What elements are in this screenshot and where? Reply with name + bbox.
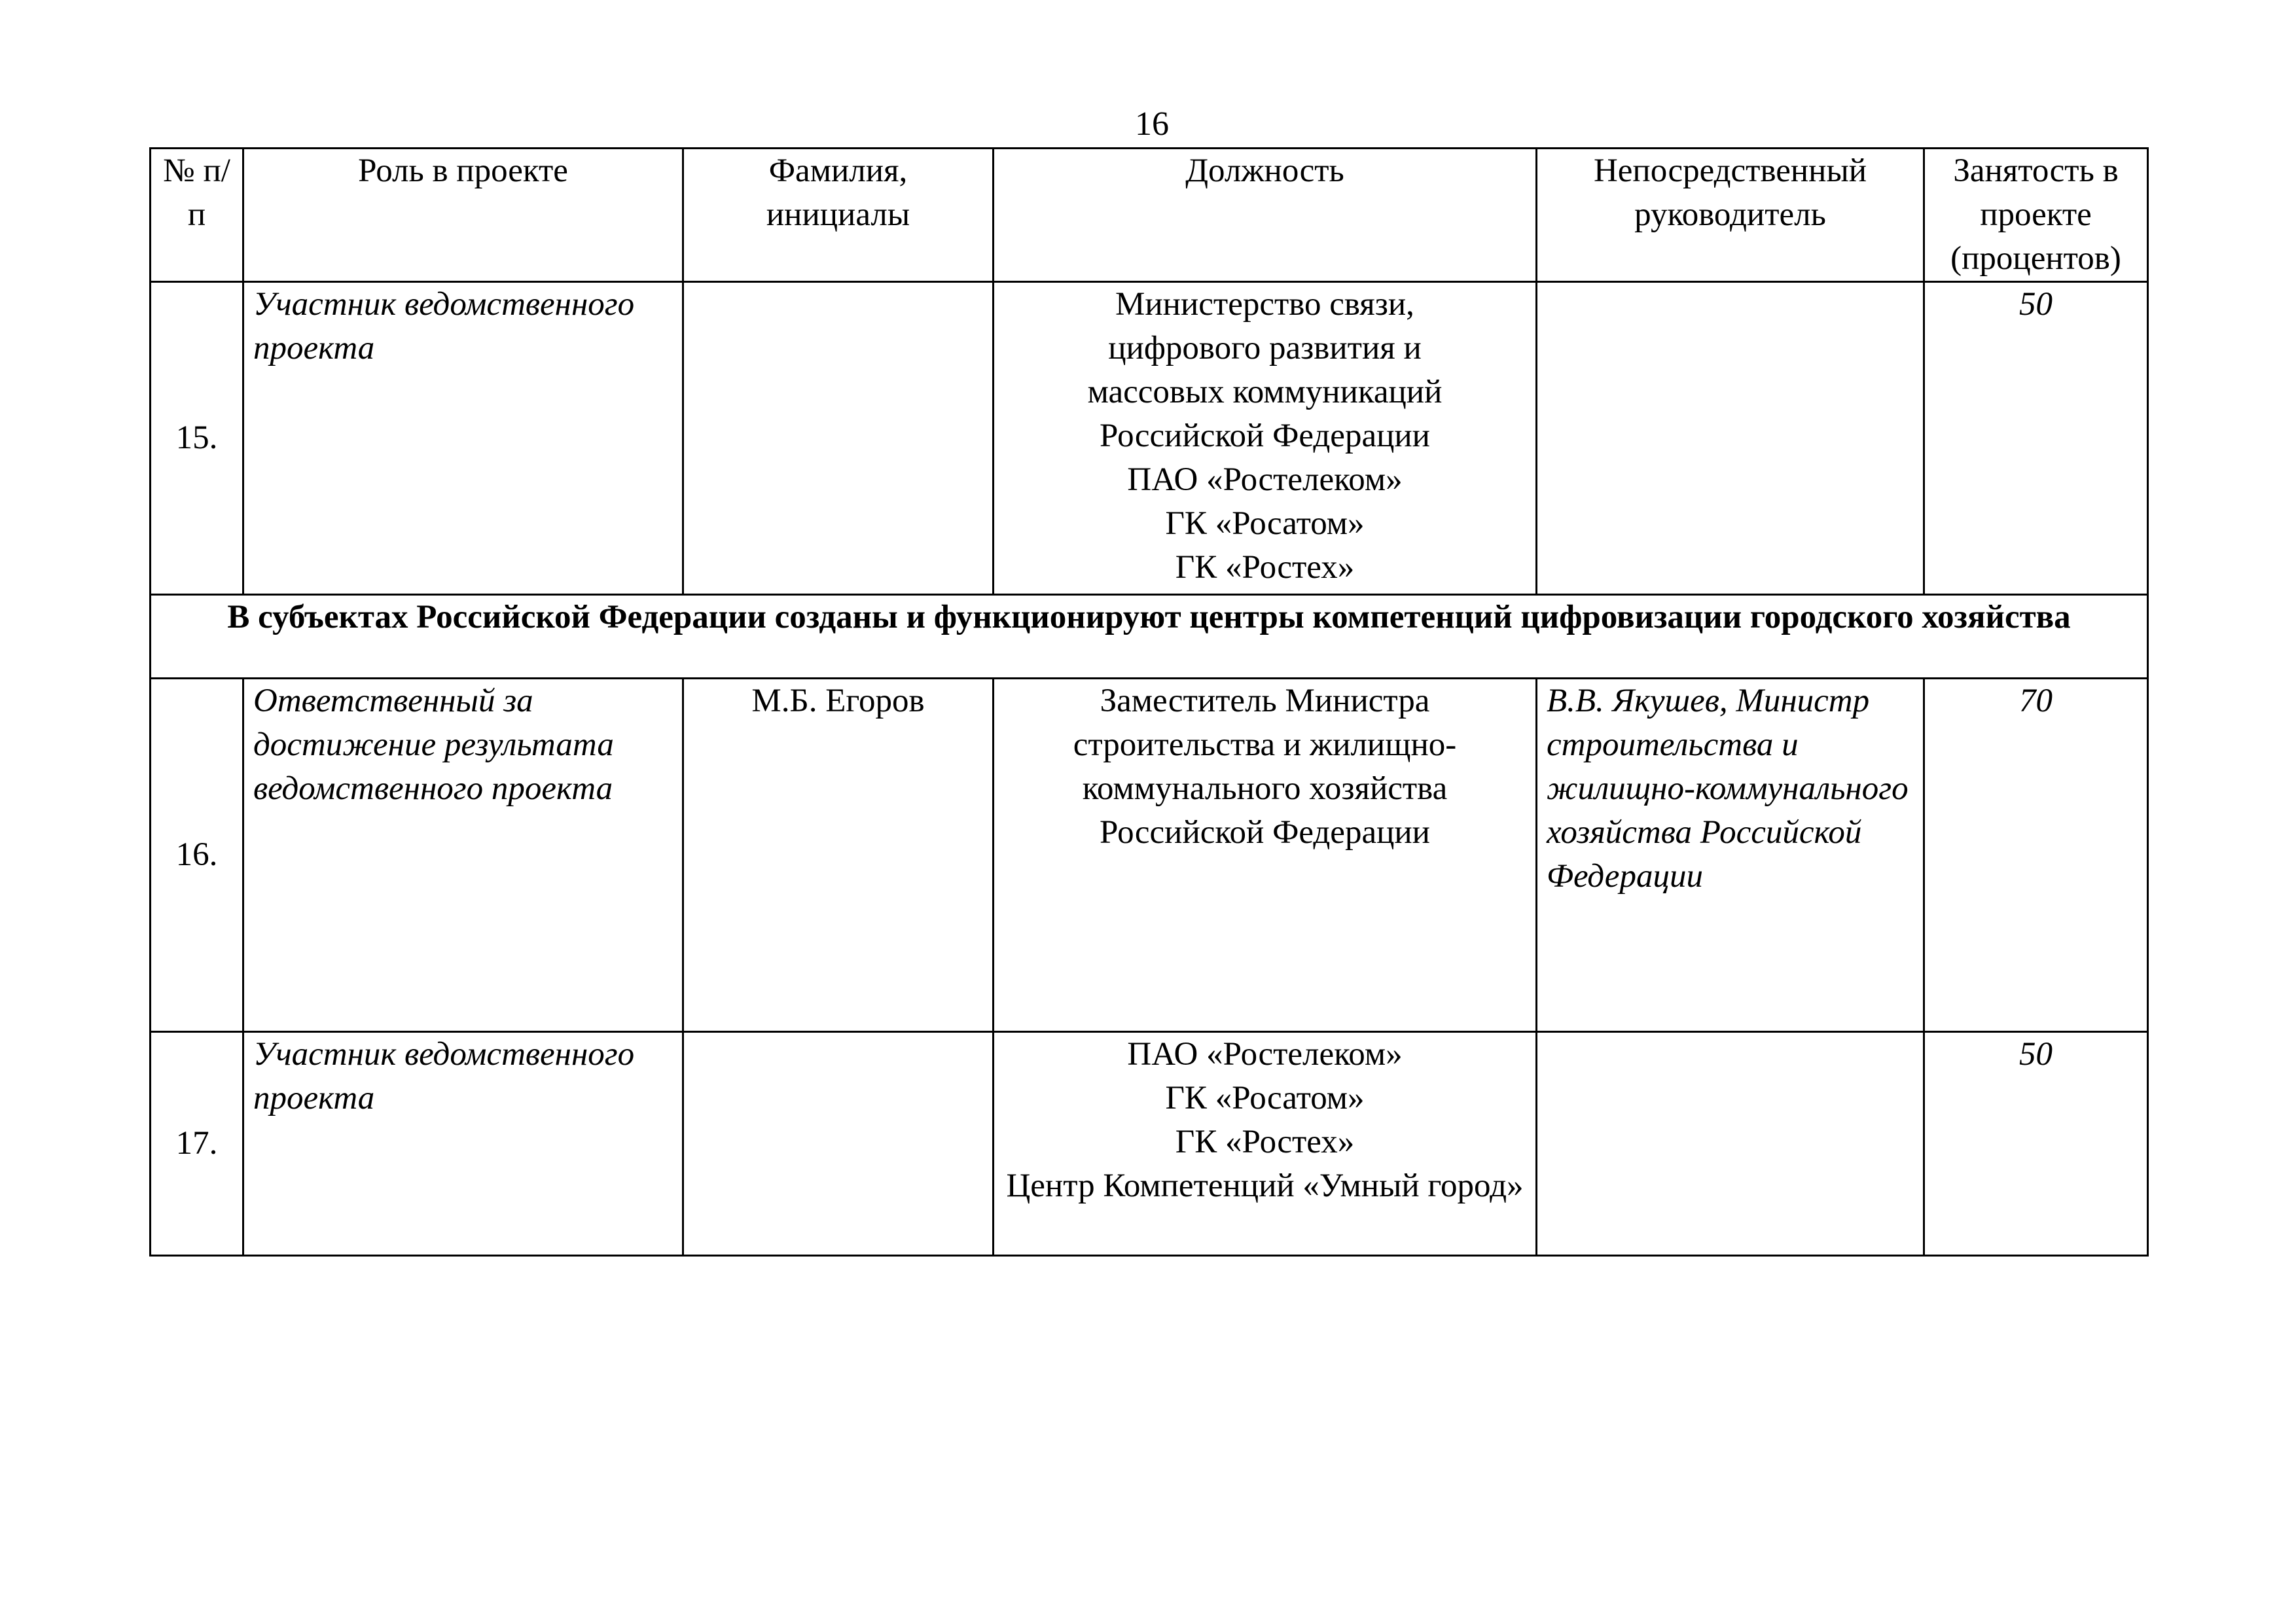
page-number: 16 [1135, 105, 1169, 143]
manager-cell [1537, 282, 1924, 595]
position-line: ГК «Ростех» [1175, 549, 1355, 586]
position-cell: Заместитель Министра строительства и жилищно-коммунального хозяйства Российской Федерации [994, 679, 1537, 1032]
manager-cell: В.В. Якушев, Министр строительства и жилищно-коммунального хозяйства Российской Федерации [1537, 679, 1924, 1032]
position-line: ГК «Ростех» [1175, 1124, 1355, 1160]
table-row [151, 679, 2148, 1032]
section-row [151, 595, 2148, 679]
position-line: ГК «Росатом» [1165, 1080, 1365, 1116]
header-name: Фамилия, инициалы [683, 149, 994, 282]
row-number: 17. [151, 1032, 243, 1256]
row-number: 16. [151, 679, 243, 1032]
manager-cell [1537, 1032, 1924, 1256]
employment-cell: 70 [1924, 679, 2148, 1032]
table-header-row [151, 149, 2148, 282]
position-line: ГК «Росатом» [1165, 505, 1365, 542]
role-cell: Участник ведомственного проекта [243, 282, 683, 595]
position-line: массовых коммуникаций [1087, 374, 1443, 410]
role-cell: Участник ведомственного проекта [243, 1032, 683, 1256]
employment-cell: 50 [1924, 282, 2148, 595]
section-heading: В субъектах Российской Федерации созданы и функционируют центры компетенций цифровизации городского хозяйства [151, 595, 2148, 679]
position-line: ПАО «Ростелеком» [1127, 1036, 1403, 1073]
position-cell [994, 282, 1537, 595]
position-line: цифрового развития и [1108, 330, 1422, 366]
header-manager: Непосредственный руководитель [1537, 149, 1924, 282]
name-cell [683, 1032, 994, 1256]
position-line: Российской Федерации [1100, 418, 1430, 454]
position-line: ПАО «Ростелеком» [1127, 461, 1403, 498]
row-number: 15. [151, 282, 243, 595]
header-num: № п/п [151, 149, 243, 282]
position-line: Министерство связи, [1115, 286, 1414, 323]
project-team-table [149, 147, 2149, 1257]
table-row [151, 1032, 2148, 1256]
position-line: Центр Компетенций «Умный город» [1006, 1168, 1524, 1204]
name-cell: М.Б. Егоров [683, 679, 994, 1032]
table-row [151, 282, 2148, 595]
header-employment: Занятость в проекте (процентов) [1924, 149, 2148, 282]
name-cell [683, 282, 994, 595]
employment-cell: 50 [1924, 1032, 2148, 1256]
position-cell [994, 1032, 1537, 1256]
header-role: Роль в проекте [243, 149, 683, 282]
role-cell: Ответственный за достижение результата ведомственного проекта [243, 679, 683, 1032]
header-position: Должность [994, 149, 1537, 282]
